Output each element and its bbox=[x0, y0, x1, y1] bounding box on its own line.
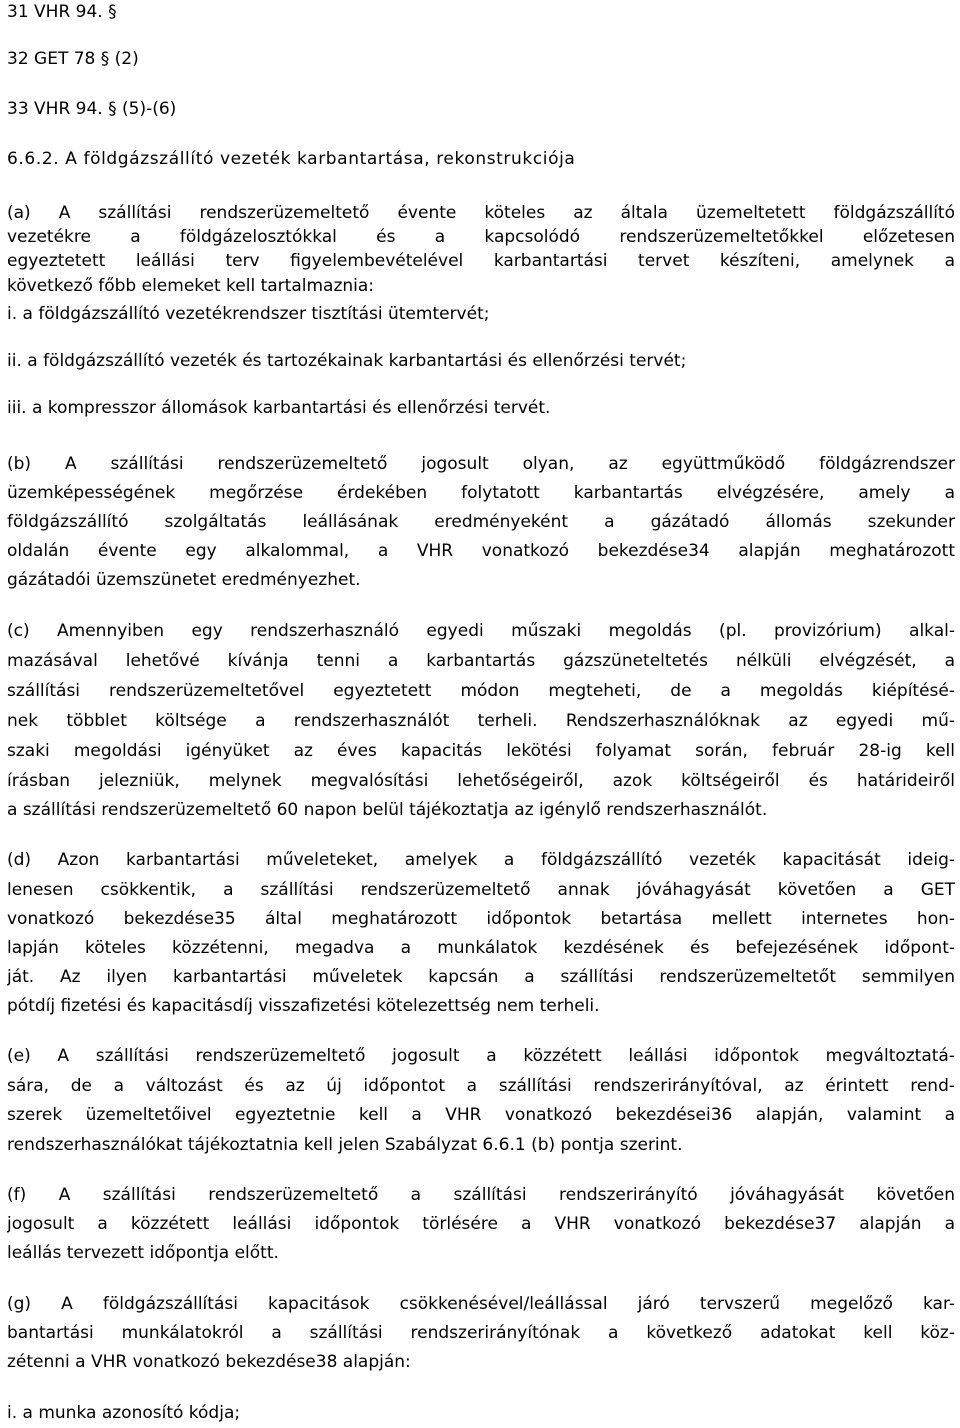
section-heading: 6.6.2. A földgázszállító vezeték karbantartása, rekonstrukciója bbox=[7, 149, 576, 169]
footnote-33: 33 VHR 94. § (5)-(6) bbox=[7, 99, 177, 119]
paragraph-line: vonatkozó bekezdése35 által meghatározott időpontok betartása mellett internetes hon- bbox=[7, 909, 955, 929]
paragraph-line: (f) A szállítási rendszerüzemeltető a szállítási rendszerirányító jóváhagyását követően bbox=[7, 1185, 955, 1205]
paragraph-line: írásban jelezniük, melynek megvalósítási lehetőségeiről, azok költségeiről és határideiről bbox=[7, 771, 955, 791]
paragraph-line: szaki megoldási igényüket az éves kapacitás lekötési folyamat során, február 28-ig kell bbox=[7, 741, 955, 761]
paragraph-line: szállítási rendszerüzemeltetővel egyeztetett módon megteheti, de a megoldás kiépítésé- bbox=[7, 681, 955, 701]
footnote-31: 31 VHR 94. § bbox=[7, 2, 117, 22]
paragraph-line: (e) A szállítási rendszerüzemeltető jogosult a közzétett leállási időpontok megváltoztatá- bbox=[7, 1046, 955, 1066]
paragraph-line: a szállítási rendszerüzemeltető 60 napon belül tájékoztatja az igénylő rendszerhasználót. bbox=[7, 800, 768, 820]
paragraph-line: egyeztetett leállási terv figyelembevételével karbantartási tervet készíteni, amelynek a bbox=[7, 251, 955, 271]
footnote-32: 32 GET 78 § (2) bbox=[7, 49, 139, 69]
paragraph-line: (c) Amennyiben egy rendszerhasználó egyedi műszaki megoldás (pl. provizórium) alkal- bbox=[7, 621, 955, 641]
list-item: iii. a kompresszor állomások karbantartási és ellenőrzési tervét. bbox=[7, 398, 551, 418]
paragraph-line: oldalán évente egy alkalommal, a VHR vonatkozó bekezdése34 alapján meghatározott bbox=[7, 541, 955, 561]
paragraph-line: szerek üzemeltetőivel egyeztetnie kell a VHR vonatkozó bekezdései36 alapján, valamint a bbox=[7, 1105, 955, 1125]
list-item: i. a munka azonosító kódja; bbox=[7, 1403, 241, 1423]
paragraph-line: (b) A szállítási rendszerüzemeltető jogosult olyan, az együttműködő földgázrendszer bbox=[7, 454, 955, 474]
list-item: i. a földgázszállító vezetékrendszer tisztítási ütemtervét; bbox=[7, 304, 490, 324]
paragraph-line: nek többlet költsége a rendszerhasználót terheli. Rendszerhasználóknak az egyedi mű- bbox=[7, 711, 955, 731]
paragraph-line: lenesen csökkentik, a szállítási rendszerüzemeltető annak jóváhagyását követően a GET bbox=[7, 880, 955, 900]
paragraph-line: földgázszállító szolgáltatás leállásának eredményeként a gázátadó állomás szekunder bbox=[7, 512, 955, 532]
paragraph-line: zétenni a VHR vonatkozó bekezdése38 alapján: bbox=[7, 1352, 411, 1372]
paragraph-line: (g) A földgázszállítási kapacitások csökkenésével/leállással járó tervszerű megelőző kar- bbox=[7, 1294, 955, 1314]
paragraph-line: vezetékre a földgázelosztókkal és a kapcsolódó rendszerüzemeltetőkkel előzetesen bbox=[7, 227, 955, 247]
paragraph-line: pótdíj fizetési és kapacitásdíj visszafizetési kötelezettség nem terheli. bbox=[7, 996, 600, 1016]
list-item: ii. a földgázszállító vezeték és tartozékainak karbantartási és ellenőrzési tervét; bbox=[7, 351, 687, 371]
paragraph-line: sára, de a változást és az új időpontot a szállítási rendszerirányítóval, az érintett rend- bbox=[7, 1076, 955, 1096]
paragraph-line: (a) A szállítási rendszerüzemeltető évente köteles az általa üzemeltetett földgázszállító bbox=[7, 203, 955, 223]
paragraph-line: leállás tervezett időpontja előtt. bbox=[7, 1243, 279, 1263]
paragraph-line: üzemképességének megőrzése érdekében folytatott karbantartás elvégzésére, amely a bbox=[7, 483, 955, 503]
paragraph-line: bantartási munkálatokról a szállítási rendszerirányítónak a következő adatokat kell köz- bbox=[7, 1323, 955, 1343]
paragraph-line: mazásával lehetővé kívánja tenni a karbantartás gázszüneteltetés nélküli elvégzését, a bbox=[7, 651, 955, 671]
paragraph-line: lapján köteles közzétenni, megadva a munkálatok kezdésének és befejezésének időpont- bbox=[7, 938, 955, 958]
paragraph-line: ját. Az ilyen karbantartási műveletek kapcsán a szállítási rendszerüzemeltetőt semmilyen bbox=[7, 967, 955, 987]
paragraph-line: jogosult a közzétett leállási időpontok törlésére a VHR vonatkozó bekezdése37 alapján a bbox=[7, 1214, 955, 1234]
paragraph-line: rendszerhasználókat tájékoztatnia kell jelen Szabályzat 6.6.1 (b) pontja szerint. bbox=[7, 1135, 683, 1155]
paragraph-line: (d) Azon karbantartási műveleteket, amelyek a földgázszállító vezeték kapacitását ideig- bbox=[7, 850, 955, 870]
paragraph-line: következő főbb elemeket kell tartalmaznia: bbox=[7, 276, 375, 296]
paragraph-line: gázátadói üzemszünetet eredményezhet. bbox=[7, 570, 361, 590]
